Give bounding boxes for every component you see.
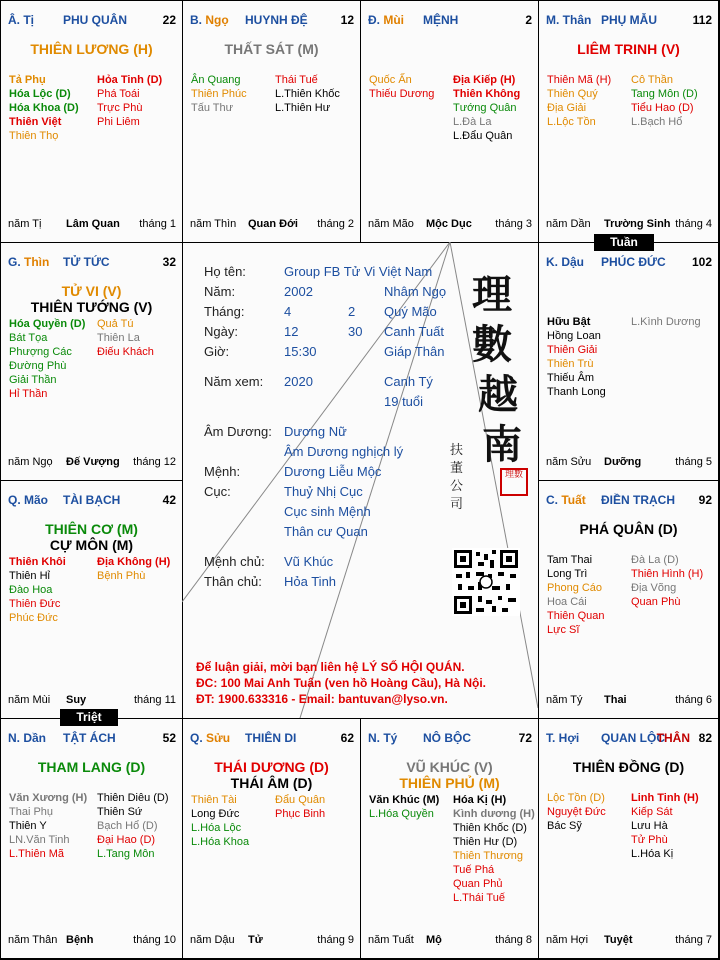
- minor-star: Bạch Hổ (D): [97, 820, 158, 832]
- minor-star: L.Hóa Quyền: [369, 808, 434, 820]
- star-column-left: [369, 793, 439, 821]
- minor-star: Tam Thai: [547, 554, 593, 566]
- palace-header: [546, 493, 712, 509]
- palace-number: 52: [162, 731, 176, 745]
- palace-name: PHỤ MẪU: [601, 13, 657, 27]
- menh-value: Dương Liễu Mộc: [284, 464, 382, 479]
- main-star: LIÊM TRINH (V): [577, 41, 680, 57]
- minor-star: Quốc Ấn: [369, 74, 412, 86]
- palace-stage: Quan Đới: [248, 218, 298, 230]
- palace-month: tháng 4: [675, 218, 712, 230]
- minor-star: Địa Giải: [547, 102, 587, 114]
- star-column-left: [547, 553, 604, 637]
- palace-header: [368, 13, 532, 29]
- palace-number: 32: [162, 255, 176, 269]
- minor-star: Bác Sỹ: [547, 820, 582, 832]
- main-star: THIÊN LƯƠNG (H): [30, 41, 153, 57]
- minor-star: Phá Toái: [97, 88, 140, 100]
- minor-star: L.Đà La: [453, 116, 492, 128]
- palace-canchi: C. Tuất: [546, 493, 586, 507]
- star-column-left: [547, 315, 606, 399]
- minor-star: Ân Quang: [191, 74, 241, 86]
- palace-header: [190, 13, 354, 29]
- minor-star: Tả Phụ: [9, 74, 46, 86]
- gio-can-value: Giáp Thân: [384, 344, 445, 359]
- palace-number: 102: [691, 255, 712, 269]
- minor-star: Phong Cáo: [547, 582, 603, 594]
- palace-number: 92: [698, 493, 712, 507]
- main-star: THÁI ÂM (D): [230, 775, 313, 791]
- minor-star: Tử Phù: [631, 834, 668, 846]
- minor-star: Cô Thần: [631, 74, 673, 86]
- minor-star: Thiên Việt: [9, 116, 62, 128]
- red-seal-stamp: 理數: [500, 468, 528, 496]
- palace-year: năm Sửu: [546, 456, 592, 468]
- palace-month: tháng 12: [133, 456, 176, 468]
- nam-label: Năm:: [204, 284, 236, 299]
- palace-than-marker: THÂN: [656, 731, 690, 745]
- main-star: THAM LANG (D): [37, 759, 146, 775]
- minor-star: Thiên Thọ: [9, 130, 59, 142]
- ho-ten-value: Group FB Tử Vi Việt Nam: [284, 264, 433, 279]
- minor-star: L.Bạch Hổ: [631, 116, 683, 128]
- palace-ty[interactable]: [0, 0, 183, 243]
- minor-star: L.Hóa Kị: [631, 848, 674, 860]
- palace-mao[interactable]: [0, 480, 183, 719]
- minor-star: Thanh Long: [547, 386, 606, 398]
- palace-ngo[interactable]: [182, 0, 361, 243]
- tuan-tag: Tuần: [594, 234, 654, 251]
- palace-number: 72: [518, 731, 532, 745]
- nam-xem-value: 2020: [284, 374, 313, 389]
- minor-star: Hữu Bật: [547, 316, 591, 328]
- star-column-left: [9, 317, 85, 401]
- star-column-right: [97, 73, 162, 129]
- palace-canchi: G. Thìn: [8, 255, 50, 269]
- star-column-left: [9, 73, 79, 143]
- nam-can-value: Nhâm Ngọ: [384, 284, 447, 299]
- main-star: THIÊN PHỦ (M): [399, 775, 500, 791]
- minor-star: Thiên Đức: [9, 598, 61, 610]
- nam-value: 2002: [284, 284, 313, 299]
- minor-star: Thiên Quý: [547, 88, 598, 100]
- minor-star: Tiểu Hao (D): [631, 102, 694, 114]
- minor-star: Địa Kiếp (H): [453, 74, 516, 86]
- star-column-right: [453, 73, 520, 143]
- menh-label: Mệnh:: [204, 464, 241, 479]
- palace-year: năm Ngọ: [8, 456, 53, 468]
- palace-header: [190, 731, 354, 747]
- star-column-right: [453, 793, 535, 905]
- palace-name: PHU QUÂN: [63, 13, 128, 27]
- minor-star: Tuế Phá: [453, 864, 495, 876]
- minor-star: Văn Khúc (M): [369, 794, 440, 806]
- minor-star: Hóa Lộc (D): [9, 88, 71, 100]
- gio-label: Giờ:: [204, 344, 230, 359]
- minor-star: Thiếu Âm: [547, 372, 595, 384]
- minor-star: Thiếu Dương: [369, 88, 435, 100]
- minor-star: LN.Văn Tinh: [9, 834, 70, 846]
- star-column-right: [631, 791, 699, 861]
- minor-star: Phục Binh: [275, 808, 326, 820]
- minor-star: L.Tang Môn: [97, 848, 155, 860]
- seal-text: 扶 董 公 司: [450, 443, 464, 512]
- palace-name: TỬ TỨC: [63, 255, 110, 269]
- star-column-right: [631, 553, 703, 609]
- palace-tyy[interactable]: [360, 718, 539, 959]
- minor-star: Thiên Hình (H): [631, 568, 704, 580]
- minor-star: Thiên La: [97, 332, 140, 344]
- minor-star: Lưu Hà: [631, 820, 668, 832]
- palace-hoi[interactable]: [538, 718, 719, 959]
- minor-star: Giải Thần: [9, 374, 57, 386]
- palace-footer: [8, 218, 176, 232]
- star-column-right: [97, 791, 169, 861]
- gio-value: 15:30: [284, 344, 317, 359]
- minor-star: Quan Phủ: [453, 878, 503, 890]
- calligraphy-char-1: 理: [472, 271, 512, 318]
- minor-star: Thiên Khốc (D): [453, 822, 527, 834]
- palace-name: PHÚC ĐỨC: [601, 255, 666, 269]
- star-column-right: [631, 315, 701, 329]
- minor-star: Hồng Loan: [547, 330, 601, 342]
- palace-month: tháng 3: [495, 218, 532, 230]
- main-star: THẤT SÁT (M): [224, 41, 319, 57]
- palace-name: TẬT ÁCH: [63, 731, 116, 745]
- palace-year: năm Thân: [8, 934, 58, 946]
- minor-star: Thiên Phúc: [191, 88, 247, 100]
- minor-star: Kiếp Sát: [631, 806, 673, 818]
- ngay-am-value: 30: [348, 324, 363, 339]
- palace-year: năm Dần: [546, 218, 591, 230]
- palace-number: 112: [692, 13, 712, 27]
- minor-star: L.Thiên Mã: [9, 848, 65, 860]
- palace-name: HUYNH ĐỆ: [245, 13, 308, 27]
- minor-star: Bệnh Phù: [97, 570, 146, 582]
- minor-star: Hoa Cái: [547, 596, 587, 608]
- calligraphy-char-3: 越: [478, 371, 518, 418]
- palace-header: [546, 255, 712, 271]
- palace-stage: Tuyệt: [604, 934, 633, 946]
- palace-name: ĐIỀN TRẠCH: [601, 493, 675, 507]
- am-duong-2-value: Âm Dương nghịch lý: [284, 444, 404, 459]
- palace-stage: Thai: [604, 694, 627, 706]
- palace-footer: [546, 456, 712, 470]
- palace-footer: [546, 934, 712, 948]
- than-chu-label: Thân chủ:: [204, 574, 262, 589]
- than-chu-value: Hỏa Tinh: [284, 574, 337, 589]
- minor-star: L.Hóa Lộc: [191, 822, 242, 834]
- minor-star: Linh Tinh (H): [631, 792, 699, 804]
- menh-chu-label: Mệnh chủ:: [204, 554, 265, 569]
- minor-star: L.Thiên Khốc: [275, 88, 340, 100]
- palace-footer: [546, 218, 712, 232]
- palace-year: năm Hợi: [546, 934, 589, 946]
- minor-star: Thiên Tài: [191, 794, 237, 806]
- minor-star: Hỉ Thần: [9, 388, 48, 400]
- qr-code-icon[interactable]: [452, 548, 520, 616]
- palace-number: 12: [340, 13, 354, 27]
- palace-footer: [368, 218, 532, 232]
- palace-canchi: M. Thân: [546, 13, 592, 27]
- palace-stage: Tử: [248, 934, 263, 946]
- minor-star: Quan Phù: [631, 596, 681, 608]
- calligraphy-char-2: 數: [472, 321, 512, 368]
- menh-chu-value: Vũ Khúc: [284, 554, 334, 569]
- palace-stage: Đế Vượng: [66, 456, 120, 468]
- palace-year: năm Tuất: [368, 934, 414, 946]
- palace-year: năm Mùi: [8, 694, 51, 706]
- minor-star: Hóa Kị (H): [453, 794, 507, 806]
- main-star: THÁI DƯƠNG (D): [214, 759, 329, 775]
- minor-star: Kình dương (H): [453, 808, 535, 820]
- am-duong-value: Dương Nữ: [284, 424, 347, 439]
- main-star: THIÊN ĐỒNG (D): [572, 759, 685, 775]
- star-column-left: [547, 791, 606, 833]
- minor-star: Thiên Mã (H): [547, 74, 612, 86]
- contact-line-3: ĐT: 1900.633316 - Email: bantuvan@lyso.vn.: [196, 692, 448, 706]
- palace-footer: [546, 694, 712, 708]
- ngay-can-value: Canh Tuất: [384, 324, 444, 339]
- minor-star: Địa Võng: [631, 582, 677, 594]
- palace-month: tháng 8: [495, 934, 532, 946]
- ngay-value: 12: [284, 324, 299, 339]
- palace-canchi: T. Hợi: [546, 731, 580, 745]
- minor-star: Phi Liêm: [97, 116, 140, 128]
- palace-stage: Mộ: [426, 934, 442, 946]
- star-column-right: [97, 317, 154, 359]
- palace-month: tháng 5: [675, 456, 712, 468]
- minor-star: L.Đẩu Quân: [453, 130, 513, 142]
- main-star: THIÊN CƠ (M): [45, 521, 138, 537]
- minor-star: Tang Môn (D): [631, 88, 698, 100]
- minor-star: Hóa Quyền (D): [9, 318, 86, 330]
- palace-number: 2: [525, 13, 532, 27]
- palace-month: tháng 2: [317, 218, 354, 230]
- minor-star: Phượng Các: [9, 346, 72, 358]
- minor-star: Thiên Quan: [547, 610, 605, 622]
- tuoi-value: 19 tuổi: [384, 394, 424, 409]
- palace-header: [546, 13, 712, 29]
- thang-value: 4: [284, 304, 292, 319]
- minor-star: Lộc Tồn (D): [547, 792, 605, 804]
- main-star: VŨ KHÚC (V): [406, 759, 493, 775]
- palace-canchi: N. Tý: [368, 731, 398, 745]
- minor-star: Hỏa Tinh (D): [97, 74, 163, 86]
- palace-month: tháng 9: [317, 934, 354, 946]
- star-column-left: [191, 73, 247, 115]
- minor-star: L.Thái Tuế: [453, 892, 505, 904]
- palace-canchi: Q. Mão: [8, 493, 49, 507]
- star-column-left: [9, 791, 87, 861]
- minor-star: Thiên Sứ: [97, 806, 143, 818]
- calligraphy-logo: [472, 270, 522, 470]
- palace-stage: Mộc Dục: [426, 218, 472, 230]
- palace-than[interactable]: [538, 0, 719, 243]
- nam-xem-can-value: Canh Tý: [384, 374, 433, 389]
- palace-canchi: Q. Sửu: [190, 731, 231, 745]
- palace-month: tháng 1: [139, 218, 176, 230]
- minor-star: Đường Phù: [9, 360, 67, 372]
- palace-number: 62: [340, 731, 354, 745]
- palace-month: tháng 11: [133, 694, 176, 706]
- minor-star: Tấu Thư: [191, 102, 234, 114]
- palace-canchi: N. Dần: [8, 731, 47, 745]
- minor-star: Thiên Y: [9, 820, 47, 832]
- palace-canchi: Â. Tị: [8, 13, 34, 27]
- palace-header: [8, 13, 176, 29]
- minor-star: Lực Sĩ: [547, 624, 580, 636]
- minor-star: Văn Xương (H): [9, 792, 88, 804]
- minor-star: Thiên Thương: [453, 850, 524, 862]
- palace-stage: Trường Sinh: [604, 218, 671, 230]
- palace-footer: [8, 694, 176, 708]
- minor-star: Thiên Khôi: [9, 556, 66, 568]
- palace-mui[interactable]: [360, 0, 539, 243]
- minor-star: Nguyệt Đức: [547, 806, 606, 818]
- minor-star: L.Hóa Khoa: [191, 836, 250, 848]
- palace-stage: Suy: [66, 694, 87, 706]
- minor-star: Quả Tú: [97, 318, 134, 330]
- palace-month: tháng 10: [133, 934, 176, 946]
- palace-year: năm Dậu: [190, 934, 235, 946]
- palace-header: [8, 493, 176, 509]
- palace-dau[interactable]: [538, 242, 719, 481]
- minor-star: L.Kình Dương: [631, 316, 701, 328]
- minor-star: Thiên Trù: [547, 358, 594, 370]
- thang-can-value: Quý Mão: [384, 304, 437, 319]
- palace-name: NÔ BỘC: [423, 731, 471, 745]
- palace-thin[interactable]: [0, 242, 183, 481]
- center-info-panel: [182, 242, 538, 718]
- star-column-left: [9, 555, 66, 625]
- star-column-right: [275, 73, 340, 115]
- palace-canchi: K. Dậu: [546, 255, 585, 269]
- palace-number: 82: [698, 731, 712, 745]
- palace-footer: [8, 934, 176, 948]
- ngay-label: Ngày:: [204, 324, 238, 339]
- minor-star: Đào Hoa: [9, 584, 53, 596]
- palace-year: năm Tý: [546, 694, 583, 706]
- palace-month: tháng 7: [675, 934, 712, 946]
- palace-suu[interactable]: [182, 718, 361, 959]
- palace-canchi: B. Ngọ: [190, 13, 229, 27]
- am-duong-label: Âm Dương:: [204, 424, 272, 439]
- star-column-left: [369, 73, 434, 101]
- minor-star: Hóa Khoa (D): [9, 102, 79, 114]
- star-column-right: [275, 793, 325, 821]
- thang-am-value: 2: [348, 304, 356, 319]
- palace-header: [8, 731, 176, 747]
- palace-year: năm Thìn: [190, 218, 237, 230]
- thang-label: Tháng:: [204, 304, 245, 319]
- palace-stage: Bệnh: [66, 934, 94, 946]
- palace-number: 42: [162, 493, 176, 507]
- main-star: THIÊN TƯỚNG (V): [30, 299, 153, 315]
- palace-year: năm Mão: [368, 218, 414, 230]
- cuc-label: Cục:: [204, 484, 231, 499]
- star-column-right: [97, 555, 170, 583]
- palace-footer: [368, 934, 532, 948]
- palace-year: năm Tị: [8, 218, 42, 230]
- star-column-left: [191, 793, 249, 849]
- minor-star: Đà La (D): [631, 554, 679, 566]
- calligraphy-char-4: 南: [482, 421, 522, 468]
- palace-stage: Dưỡng: [604, 456, 642, 468]
- palace-name: QUAN LỘC: [601, 731, 665, 745]
- nam-xem-label: Năm xem:: [204, 374, 264, 389]
- minor-star: Đại Hao (D): [97, 834, 156, 846]
- minor-star: Điếu Khách: [97, 346, 154, 358]
- palace-name: TÀI BẠCH: [63, 493, 121, 507]
- palace-footer: [190, 218, 354, 232]
- palace-footer: [190, 934, 354, 948]
- cuc-2-value: Cục sinh Mệnh: [284, 504, 371, 519]
- palace-header: [546, 731, 712, 747]
- minor-star: Thiên Hỉ: [9, 570, 50, 582]
- ho-ten-label: Họ tên:: [204, 264, 246, 279]
- main-star: CỰ MÔN (M): [49, 537, 134, 553]
- palace-canchi: Đ. Mùi: [368, 13, 405, 27]
- minor-star: Địa Không (H): [97, 556, 171, 568]
- minor-star: Thiên Diêu (D): [97, 792, 169, 804]
- minor-star: Bát Tọa: [9, 332, 48, 344]
- palace-month: tháng 6: [675, 694, 712, 706]
- palace-number: 22: [162, 13, 176, 27]
- contact-line-1: Để luận giải, mời bạn liên hệ LÝ SỐ HỘI QUÁN.: [196, 660, 465, 674]
- contact-line-2: ĐC: 100 Mai Anh Tuấn (ven hồ Hoàng Cầu), Hà Nội.: [196, 676, 487, 690]
- minor-star: Thiên Hư (D): [453, 836, 518, 848]
- minor-star: Thiên Không: [453, 88, 521, 100]
- palace-footer: [8, 456, 176, 470]
- palace-header: [8, 255, 176, 271]
- minor-star: Long Trì: [547, 568, 588, 580]
- palace-name: THIÊN DI: [245, 731, 297, 745]
- minor-star: Trực Phù: [97, 102, 143, 114]
- palace-stage: Lâm Quan: [66, 218, 120, 230]
- palace-name: MỆNH: [423, 13, 459, 27]
- minor-star: Tướng Quân: [453, 102, 517, 114]
- minor-star: Phúc Đức: [9, 612, 58, 624]
- palace-tuat[interactable]: [538, 480, 719, 719]
- main-star: TỬ VI (V): [61, 283, 122, 299]
- minor-star: Long Đức: [191, 808, 240, 820]
- minor-star: Thai Phụ: [9, 806, 54, 818]
- minor-star: Đẩu Quân: [275, 794, 326, 806]
- star-column-left: [547, 73, 611, 129]
- minor-star: L.Lộc Tồn: [547, 116, 596, 128]
- cuc-value: Thuỷ Nhị Cục: [284, 484, 363, 499]
- minor-star: Thiên Giải: [547, 344, 598, 356]
- minor-star: L.Thiên Hư: [275, 102, 331, 114]
- minor-star: Thái Tuế: [275, 74, 318, 86]
- palace-header: [368, 731, 532, 747]
- star-column-right: [631, 73, 698, 129]
- main-star: PHÁ QUÂN (D): [579, 521, 678, 537]
- cuc-3-value: Thân cư Quan: [284, 524, 368, 539]
- palace-dan[interactable]: [0, 718, 183, 959]
- triet-tag: Triệt: [60, 709, 118, 726]
